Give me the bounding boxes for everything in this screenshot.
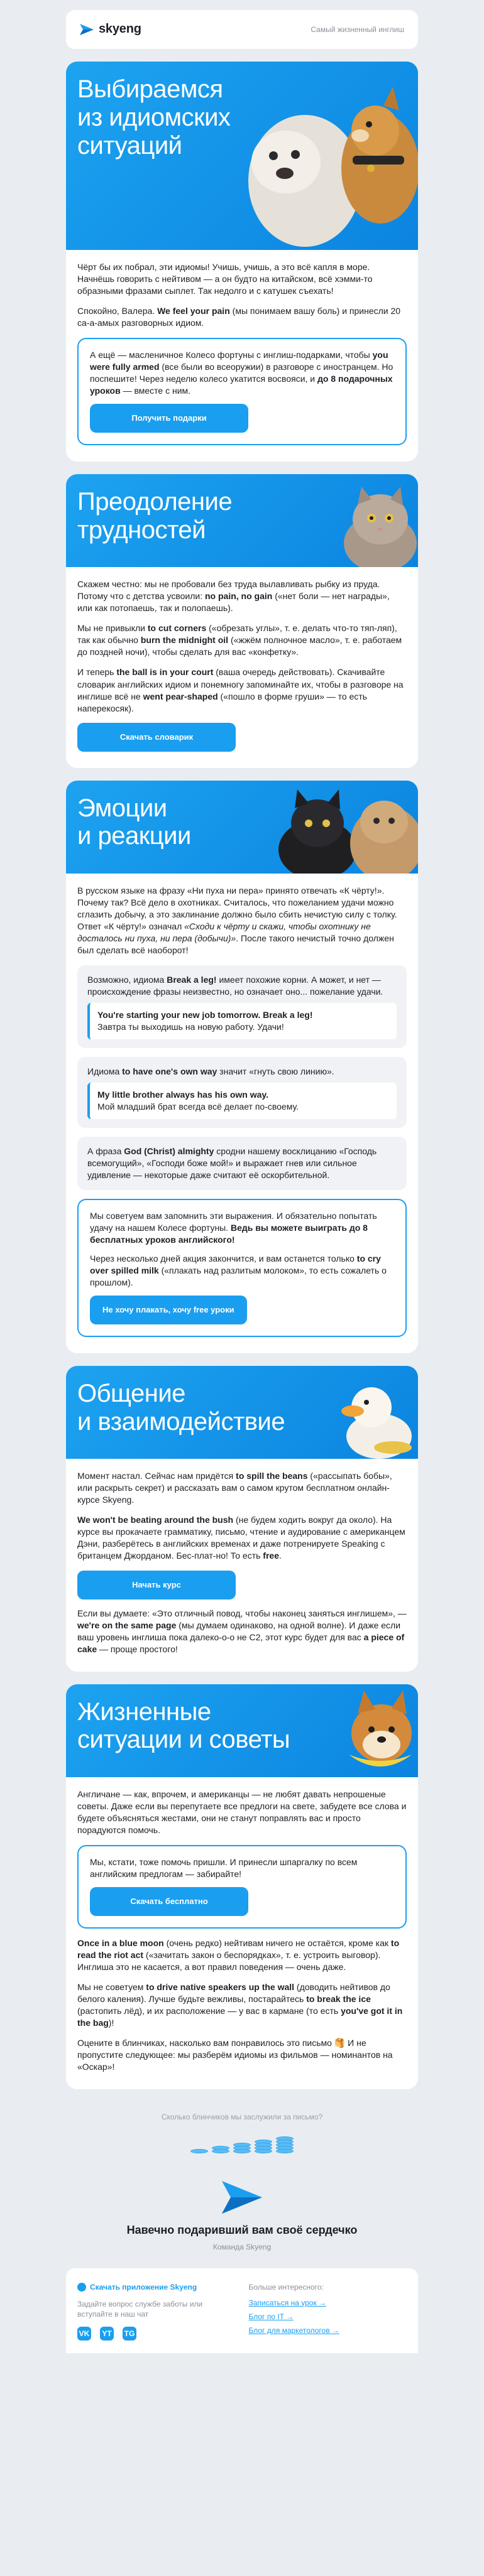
section-communication [66, 1366, 418, 1671]
idiom-highlight: We won't be beating around the bush [77, 1515, 234, 1525]
text: )! [108, 2018, 114, 2028]
hero-title-line: Жизненные [77, 1697, 211, 1726]
download-app-link[interactable] [77, 2282, 236, 2292]
paragraph [77, 1514, 407, 1562]
idiom-highlight: burn the midnight oil [140, 635, 229, 646]
hero-title-line: Выбираемся [77, 75, 223, 103]
text: (ваша очередь действовать). Скачивайте словарик английских идиом и понемногу запоминайте их, чтобы в разговоре на инглише всё не [77, 667, 404, 701]
footer-app-column [77, 2282, 236, 2341]
promo-text [90, 349, 394, 397]
text: значит «гнуть свою линию». [217, 1066, 334, 1076]
paragraph [77, 578, 407, 614]
skyeng-logo-icon [222, 2181, 262, 2214]
idiom-explanation [87, 1145, 397, 1181]
hero-title-line: Общение [77, 1380, 185, 1408]
section-body [66, 874, 418, 1354]
youtube-icon[interactable]: YT [100, 2327, 114, 2341]
idiom-explanation [87, 974, 397, 998]
pancake-rating-3-icon[interactable] [233, 2144, 251, 2153]
text: . [278, 1550, 282, 1561]
offer-highlight: до 8 подарочных уроков [90, 374, 393, 396]
hero-title [77, 75, 230, 160]
section-body [66, 567, 418, 767]
cat-illustration [330, 474, 418, 567]
example-quote [87, 1083, 397, 1119]
vk-icon[interactable]: VK [77, 2327, 91, 2341]
idiom-highlight: to drive native speakers up the wall [146, 1981, 295, 1992]
footer-links-column [248, 2282, 407, 2341]
idiom-highlight: to cry over spilled milk [90, 1253, 381, 1276]
brand-name: skyeng [99, 22, 141, 36]
idiom-highlight: to cut corners [147, 623, 207, 634]
idiom-highlight: you were fully armed [90, 350, 388, 372]
cats-illustration [261, 781, 418, 874]
text: — вместе с ним. [120, 386, 191, 396]
example-english: You're starting your new job tomorrow. Break a leg! [97, 1009, 313, 1020]
text: («зачитать закон о беспорядках», т. е. устроить выговор). Инглиша это не касается, а вот правил поведения — очень даже. [77, 1949, 381, 1972]
hero-banner [66, 781, 418, 874]
text: Скажем честно: мы не пробовали без труда вылавливать рыбку из пруда. Потому что с детства усвоили: [77, 579, 380, 602]
text: Идиома [87, 1066, 123, 1076]
app-icon [77, 2283, 86, 2292]
highlight: free [263, 1550, 279, 1561]
pancake-rating-1-icon[interactable] [190, 2150, 208, 2153]
text: . После такого нечистый точно должен был сделать всё наоборот! [77, 933, 394, 955]
footer-link[interactable]: Записаться на урок → [248, 2298, 327, 2307]
promo-text: Мы, кстати, тоже помочь пришли. И принесли шпаргалку по всем английским предлогам — забирайте! [90, 1856, 358, 1879]
text: Спокойно, Валера. [77, 306, 158, 317]
text: В русском языке на фразу «Ни пуха ни пера» принято отвечать «К чёрту!». Почему так? Всё дело в охотниках. Считалось, что пожеланием удачи можно сглазить добычу, а это заклинание должно было сбить нечистую силу с толку. Ответ «К чёрту!» означал [77, 885, 397, 931]
paragraph: Чёрт бы их побрал, эти идиомы! Учишь, учишь, а это всё капля в море. Начнёшь говорить с нейтивом — а он будто на китайском, всё хэмми-то образными фразами сыплет. Так недолго и с катушек съехать! [77, 262, 373, 296]
idiom-highlight: to have one's own way [122, 1066, 217, 1076]
social-links [77, 2327, 236, 2341]
get-gifts-button[interactable]: Получить подарки [90, 404, 248, 433]
text: А ещё — масленичное Колесо фортуны с инглиш-подарками, чтобы [90, 350, 373, 360]
pancake-rating-2-icon[interactable] [212, 2147, 229, 2153]
paragraph [77, 885, 407, 956]
skyeng-logo-icon [80, 24, 94, 35]
download-free-button[interactable]: Скачать бесплатно [90, 1887, 248, 1916]
email-wrapper [66, 0, 418, 2353]
text: (растопить лёд), и их расположение — у вас в кармане (то есть [77, 2005, 341, 2016]
hero-title-line: трудностей [77, 516, 206, 544]
example-quote [87, 1003, 397, 1039]
text: («рассыпать бобы», или раскрыть секрет) и рассказать вам о самом крутом бесплатном онлайн-курсе Skyeng. [77, 1471, 392, 1505]
text: Если вы думаете: «Это отличный повод, чтобы наконец заняться инглишем», — [77, 1608, 407, 1618]
rating-options [66, 2131, 418, 2153]
section-difficulties [66, 474, 418, 767]
text: («пошло в форме груши» — то есть наперекосяк). [77, 691, 368, 713]
promo-box [77, 338, 407, 445]
idiom-highlight: to spill the beans [236, 1471, 308, 1481]
text: И теперь [77, 667, 117, 678]
text: Через несколько дней акция закончится, и вам останется только [90, 1253, 357, 1264]
pancake-rating [66, 2089, 418, 2168]
idiom-highlight: to read the riot act [77, 1937, 400, 1960]
idiom-highlight: no pain, no gain [204, 591, 273, 602]
text: Мы не советуем [77, 1981, 146, 1992]
idiom-explanation [87, 1066, 397, 1078]
footer-link[interactable]: Блог по IT → [248, 2312, 294, 2321]
header-tagline: Самый жизненный инглиш [311, 24, 404, 34]
paragraph: Оцените в блинчиках, насколько вам понравилось это письмо 🥞 И не пропустите следующее: мы разберём идиомы из фильмов — номинантов на «Оскар»! [77, 2038, 393, 2072]
offer-highlight: Ведь вы можете выиграть до 8 бесплатных уроков английского! [90, 1223, 368, 1245]
footer-support-text: Задайте вопрос службе заботы или вступайте в наш чат [77, 2299, 203, 2319]
idiom-highlight: Once in a blue moon [77, 1937, 164, 1948]
start-course-button[interactable]: Начать курс [77, 1571, 236, 1599]
text: (доводить нейтивов до белого каления). Лучше будьте вежливы, постарайтесь [77, 1981, 390, 2004]
example-english: My little brother always has his own way. [97, 1089, 269, 1100]
section-life-tips [66, 1684, 418, 2090]
button-row [77, 1571, 407, 1599]
paragraph [77, 666, 407, 714]
hero-banner [66, 474, 418, 567]
section-emotions [66, 781, 418, 1354]
more-title: Больше интересного: [248, 2283, 324, 2292]
paragraph [77, 1981, 407, 2029]
text: (очень редко) нейтивам ничего не остаётся, кроме как [163, 1937, 391, 1948]
text: («плакать над разлитым молоком», то есть сожалеть о прошлом). [90, 1265, 387, 1288]
text: Мы не привыкли [77, 623, 148, 634]
italic-quote: «Сходи к чёрту и скажи, чтобы охотнику не досталось ни пуха, ни пера (добычи)» [77, 921, 371, 943]
hero-title-line: и реакции [77, 822, 191, 850]
text: Возможно, идиома [87, 974, 167, 985]
idiom-example-card [77, 1137, 407, 1190]
telegram-icon[interactable]: TG [123, 2327, 136, 2341]
paragraph [77, 1470, 407, 1506]
hero-title [77, 794, 191, 851]
signoff-team: Команда Skyeng [212, 2242, 272, 2251]
hero-banner [66, 1366, 418, 1459]
idiom-highlight: We feel your pain [157, 306, 230, 317]
idiom-highlight: God (Christ) almighty [124, 1146, 214, 1156]
pancake-rating-4-icon[interactable] [255, 2141, 272, 2153]
promo-box [77, 1199, 407, 1337]
idiom-highlight: you've got it in the bag [77, 2005, 403, 2028]
text: — проще простого! [97, 1643, 178, 1654]
text: («жжём полночное масло», т. е. работаем до поздней ночи), чтобы сделать для вас «конфетку». [77, 635, 402, 658]
idiom-highlight: we're on the same page [77, 1620, 177, 1630]
text: Момент настал. Сейчас нам придётся [77, 1471, 236, 1481]
text: А фраза [87, 1146, 124, 1156]
footer-link[interactable]: Блог для маркетологов → [248, 2326, 339, 2335]
paragraph [77, 1608, 407, 1655]
paragraph [77, 622, 407, 658]
seal-and-dog-illustration [211, 62, 418, 250]
idiom-example-card [77, 1057, 407, 1128]
example-russian: Мой младший брат всегда всё делает по-своему. [97, 1101, 299, 1112]
download-app-label: Скачать приложение Skyeng [90, 2283, 197, 2292]
idiom-highlight: went pear-shaped [143, 691, 218, 701]
signoff [66, 2168, 418, 2268]
hero-title-line: и взаимодействие [77, 1408, 285, 1436]
text: сродни нашему восклицанию «Господь всемогущий», «Господи боже мой!» и выражает гнев или сильное удивление — некоторые даже считают её оскорбительной. [87, 1146, 377, 1181]
text: (мы понимаем вашу боль) и принесли 20 са-а-амых разговорных идиом. [77, 306, 401, 328]
text: (не будем ходить вокруг да около). На курсе вы прокачаете грамматику, письмо, чтение и аудирование с американцем Дэни, разберётесь в английских временах и даже потренируете Speaking с британцем Джорданом. Бес-плат-но! То есть [77, 1515, 405, 1561]
text: (мы думаем одинаково, на одной волне). И даже если ваш уровень инглиша пока далеко-о-о не С2, этот курс будет для вас [77, 1620, 401, 1642]
hero-banner [66, 62, 418, 250]
rating-question: Сколько блинчиков мы заслужили за письмо? [161, 2113, 323, 2122]
section-body [66, 1777, 418, 2090]
idiom-highlight: the ball is in your court [116, 667, 214, 678]
promo-box [77, 1845, 407, 1929]
section-body [66, 250, 418, 462]
signoff-title: Навечно подаривший вам своё сердечко [126, 2224, 358, 2237]
hero-title-line: из идиомских [77, 103, 231, 131]
paragraph: Англичане — как, впрочем, и американцы — не любят давать непрошеные советы. Даже если вы перепутаете все предлоги на свете, забудете все слова и будете объясняться жестами, они не станут поправлять вас и просто порадуются помочь. [77, 1789, 407, 1835]
paragraph [77, 305, 407, 329]
idiom-example-card [77, 965, 407, 1048]
shiba-with-banana-illustration [324, 1684, 418, 1777]
text: («нет боли — нет награды», или как потопаешь, так и полопаешь). [77, 591, 390, 614]
text: Мы советуем вам запомнить эти выражения. И обязательно попытать удачу на нашем Колесе фортуны. [90, 1211, 377, 1233]
section-body [66, 1459, 418, 1671]
text: (все были во всеоружии) в разговоре с иностранцем. Но поспешите! Через неделю колесо укатится восвояси, и [90, 362, 393, 384]
hero-title-line: ситуации и советы [77, 1726, 290, 1754]
idiom-highlight: a piece of cake [77, 1632, 405, 1654]
hero-banner [66, 1684, 418, 1777]
hero-title-line: ситуаций [77, 131, 182, 160]
example-russian: Завтра ты выходишь на новую работу. Удачи! [97, 1021, 284, 1032]
promo-text [90, 1210, 394, 1246]
free-lessons-button[interactable]: Не хочу плакать, хочу free уроки [90, 1296, 247, 1324]
idiom-highlight: to break the ice [306, 1993, 371, 2004]
idiom-highlight: Break a leg! [167, 974, 217, 985]
section-idioms-intro [66, 62, 418, 462]
hero-title [77, 1698, 290, 1755]
duck-illustration [330, 1366, 418, 1459]
paragraph [77, 1937, 407, 1973]
download-dictionary-button[interactable]: Скачать словарик [77, 723, 236, 752]
text: имеет похожие корни. А может, и нет — происхождение фразы неизвестно, но означает оно... пожелание удачи. [87, 974, 383, 997]
hero-title [77, 1380, 285, 1436]
hero-title [77, 488, 232, 544]
hero-title-line: Преодоление [77, 488, 233, 516]
text: («обрезать углы», т. е. делать что-то тяп-ляп), так как обычно [77, 623, 397, 646]
hero-title-line: Эмоции [77, 794, 167, 822]
email-footer [66, 2268, 418, 2353]
email-header [66, 10, 418, 49]
brand-logo[interactable] [80, 21, 141, 38]
pancake-rating-5-icon[interactable] [276, 2138, 294, 2153]
promo-text [90, 1253, 394, 1289]
